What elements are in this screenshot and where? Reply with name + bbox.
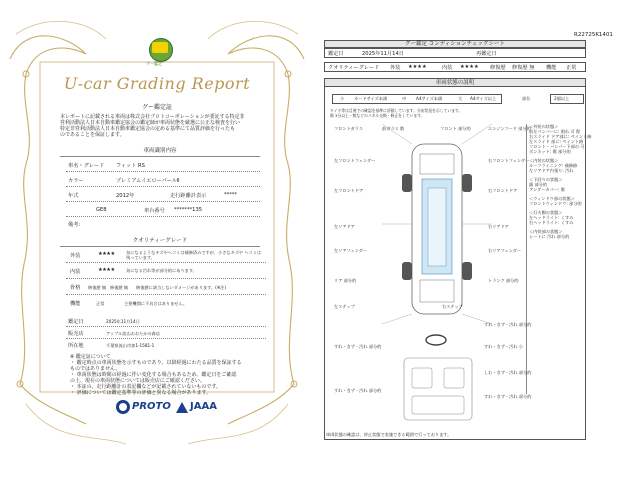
- side-item: フロント・バンパー下部の 可: [529, 144, 585, 149]
- diagram-label: 左ステップ: [334, 304, 355, 309]
- size-large: 大: [458, 96, 463, 101]
- intro-line: 特定非営利活動法人日本自動車鑑定協会の定める基準にて品質評価を行ったも: [60, 126, 236, 132]
- footnote-line: ・ 本証の、走行距離計の表記欄などが記載されていないものです。: [70, 384, 221, 390]
- footnote-title: ※ 鑑定証について: [70, 354, 111, 360]
- date-value: 2025年11月14日: [362, 51, 404, 57]
- size-mid: 中: [402, 96, 407, 101]
- mileage-value: *****: [224, 192, 237, 198]
- size-legend: [332, 94, 502, 104]
- notes-label: 備考:: [68, 222, 81, 228]
- diagram-label: 左フロントフェンダー: [334, 158, 376, 163]
- footnote-line: ・ 車両状態は時間の経過に伴い変化する場合もあるため、鑑定日をご確認: [70, 372, 237, 378]
- interior-label: 内装: [70, 269, 81, 275]
- proto-logo: PROTO: [132, 401, 171, 412]
- side-item: ＜内装の状態＞: [529, 158, 559, 163]
- car-name-label: 車名・グレード: [68, 163, 105, 169]
- diagram-label: 左リアフェンダー: [334, 248, 368, 253]
- model-value: GE8: [96, 207, 107, 213]
- side-item: 前左バンパーに: 削れ 可 程: [529, 129, 581, 134]
- diagram-label: 右ステップ: [442, 304, 463, 309]
- diagram-label: 右フロントフェンダー: [488, 158, 530, 163]
- side-item: フロントウィンドウ: 部分的: [529, 201, 582, 206]
- car-diagram: [382, 124, 492, 324]
- diagram-label: 前ガラス 数: [382, 126, 405, 131]
- section-grade-header: クオリティーグレード: [60, 236, 260, 247]
- side-item: ＜灯火類の状態＞: [529, 210, 563, 215]
- side-item: アンダーカバー: 傷: [529, 187, 565, 192]
- interior-label: すれ・きず・汚れ 部分的: [334, 344, 382, 349]
- date-value: 2025年11月14日: [106, 319, 140, 324]
- repair-value: 修復歴 無: [512, 65, 535, 71]
- side-item: シートに 汚れ 部分的: [529, 234, 570, 239]
- exterior-stars: ★★★★: [98, 251, 115, 257]
- address-label: 所在地: [68, 343, 84, 349]
- diagram-label: エンジンフード 部分的: [488, 126, 531, 131]
- shop-table: [66, 316, 266, 352]
- date-label: 鑑定日: [328, 51, 344, 57]
- proto-logo-icon: [116, 400, 130, 414]
- interior-label: すれ・きず・汚れ 部分的: [334, 388, 382, 393]
- footnote-line: の上、現在の車両状態については販売店にご確認ください。: [70, 378, 205, 384]
- size-mid-desc: A4サイズ未満: [416, 96, 443, 101]
- report-subtitle: グー鑑定証: [141, 104, 172, 111]
- side-item: ルーフライニング: 補修跡: [529, 163, 578, 168]
- expiry-label: 再鑑定日: [476, 51, 497, 57]
- diagram-label: 右フロントドア: [488, 188, 518, 193]
- equip-label: 機能: [546, 65, 557, 71]
- size-small: 小: [340, 96, 345, 101]
- side-item: ＜下回りの状態＞: [529, 177, 563, 182]
- diagram-label: フロントガラス: [334, 126, 364, 131]
- year-label: 年式: [68, 193, 79, 199]
- ext-value: ★★★★: [408, 64, 427, 70]
- frame-desc: 修復歴に該当しないダメージがあります。(※注): [136, 285, 227, 290]
- exterior-desc: 気になるようなキズやヘコミは補修済みですが、小さなキズや ヘコミは残っています。: [126, 250, 262, 260]
- address-value: 千葉県流山市加1-1581-1: [106, 343, 155, 348]
- footnotes: [70, 354, 270, 396]
- footnote-line: ・ 鑑定時点の車両状態を示すものであり、以降経過にわたる品質を保証する: [70, 360, 242, 366]
- side-item: 右ヘッドライト: くすみ: [529, 220, 574, 225]
- side-notes: [526, 124, 592, 394]
- side-item: 左スライド 部に: ペイント跡: [529, 139, 584, 144]
- side-item: 左ヘッドライト: くすみ: [529, 215, 574, 220]
- interior-label: すれ・きず・汚れ 部分的: [484, 394, 532, 399]
- area-label: 部位: [522, 96, 531, 101]
- int-label: 内装: [442, 65, 453, 71]
- jaaa-logo-icon: [176, 402, 188, 413]
- shop-value: アップル流山おおたかの森店: [106, 331, 160, 336]
- shop-label: 販売店: [68, 331, 84, 337]
- equip-value: 正常: [566, 65, 577, 71]
- report-title: U-car Grading Report: [63, 74, 251, 93]
- grade-label: クオリティーグレード: [328, 65, 380, 71]
- grading-report-panel: [6, 4, 308, 474]
- interior-desc: 気になる汚れ等が部分的にあります。: [126, 268, 197, 273]
- interior-label: しわ・きず・汚れ 部分的: [484, 370, 532, 375]
- year-value: 2012年: [116, 193, 135, 199]
- size-small-desc: カードサイズ未満: [354, 96, 388, 101]
- jaaa-logo: JAAA: [190, 401, 217, 412]
- mileage-label: 走行距離計表示: [170, 193, 207, 199]
- chassis-label: 車台番号: [144, 208, 165, 214]
- interior-label: すれ・きず・汚れ 部分的: [484, 322, 532, 327]
- frame-repair: 修復歴 無: [88, 285, 107, 290]
- date-label: 鑑定日: [68, 319, 84, 325]
- footnote-line: ものではありません。: [70, 366, 121, 372]
- diagram-label: トランク 部分的: [488, 278, 519, 283]
- repair-label: 修復歴: [490, 65, 506, 71]
- equip-label: 機能: [70, 301, 81, 307]
- side-item: 錆 部分的: [529, 182, 548, 187]
- state-title: 車両状態の説明: [324, 78, 586, 87]
- car-name-value: フィット RS: [116, 163, 145, 169]
- diagram-label: 右リアドア: [488, 224, 509, 229]
- intro-line: 営利活動法人日本自動車鑑定協会の鑑定師が車両状態を厳選に公正な検査を行い: [60, 120, 241, 126]
- equip-value: 正常: [96, 301, 105, 306]
- interior-stars: ★★★★: [98, 267, 115, 273]
- frame-label: 骨格: [70, 285, 81, 291]
- side-item: ボンネット: 傷 部分的: [529, 149, 571, 154]
- intro-line: のであることを保証します。: [60, 132, 125, 138]
- section-vehicle-header: 車両識別内容: [60, 146, 260, 157]
- footnote-line: ・ 評価については鑑定基準等の評価と異なる場合があります。: [70, 390, 212, 396]
- condition-sheet: [322, 28, 634, 448]
- diagram-label: 左フロントドア: [334, 188, 364, 193]
- frame-exchange: 修復歴 無: [110, 285, 129, 290]
- chassis-value: *******135: [174, 207, 203, 213]
- exterior-label: 外装: [70, 253, 81, 259]
- doc-id: R22725K1401: [574, 32, 613, 38]
- note-line: タイヤ等は目視での確認を基準に評価しています。分布状況を示しています。: [330, 108, 463, 113]
- note-line: 傷 3分以上一般などのパネル交換・修正をしています。: [330, 113, 425, 118]
- size-large-desc: A4サイズ以上: [470, 96, 497, 101]
- side-item: ＜ウィンドウ部の状態＞: [529, 196, 575, 201]
- ext-label: 外装: [390, 65, 401, 71]
- color-value: プレミアムイエローパールⅡ: [116, 178, 180, 184]
- sheet-title: グー鑑定 コンディションチェックシート: [324, 40, 586, 48]
- equip-desc: 主要機関に不具合はありません。: [124, 301, 188, 306]
- diagram-label: 左リアドア: [334, 224, 355, 229]
- interior-label: すれ・きず・汚れ 小: [484, 344, 524, 349]
- area-value: 2個以上: [554, 96, 570, 101]
- intro-line: 本レポートに記載される車両は株式会社プロトコーポレーションが委託する特定非: [60, 114, 245, 120]
- diagram-label: 右リアフェンダー: [488, 248, 522, 253]
- side-item: 右スライド ドア部に: ペイント跡: [529, 134, 592, 139]
- intro-text: [60, 114, 270, 138]
- side-item: ＜内装部の状態＞: [529, 229, 563, 234]
- diagram-label: フロント 部分的: [440, 126, 471, 131]
- sheet-footer: 車両状態の確認は、停止状態で実施できる範囲で行っております。: [326, 432, 452, 437]
- side-item: 左リアドア内張り: 汚れ: [529, 168, 574, 173]
- badge-text: グー鑑定: [146, 61, 162, 66]
- int-value: ★★★★: [460, 64, 479, 70]
- side-item: ＜外装の状態＞: [529, 124, 559, 129]
- interior-diagram: [392, 328, 482, 428]
- vehicle-table: [66, 158, 260, 228]
- color-label: カラー: [68, 178, 84, 184]
- diagram-label: リア 部分的: [334, 278, 357, 283]
